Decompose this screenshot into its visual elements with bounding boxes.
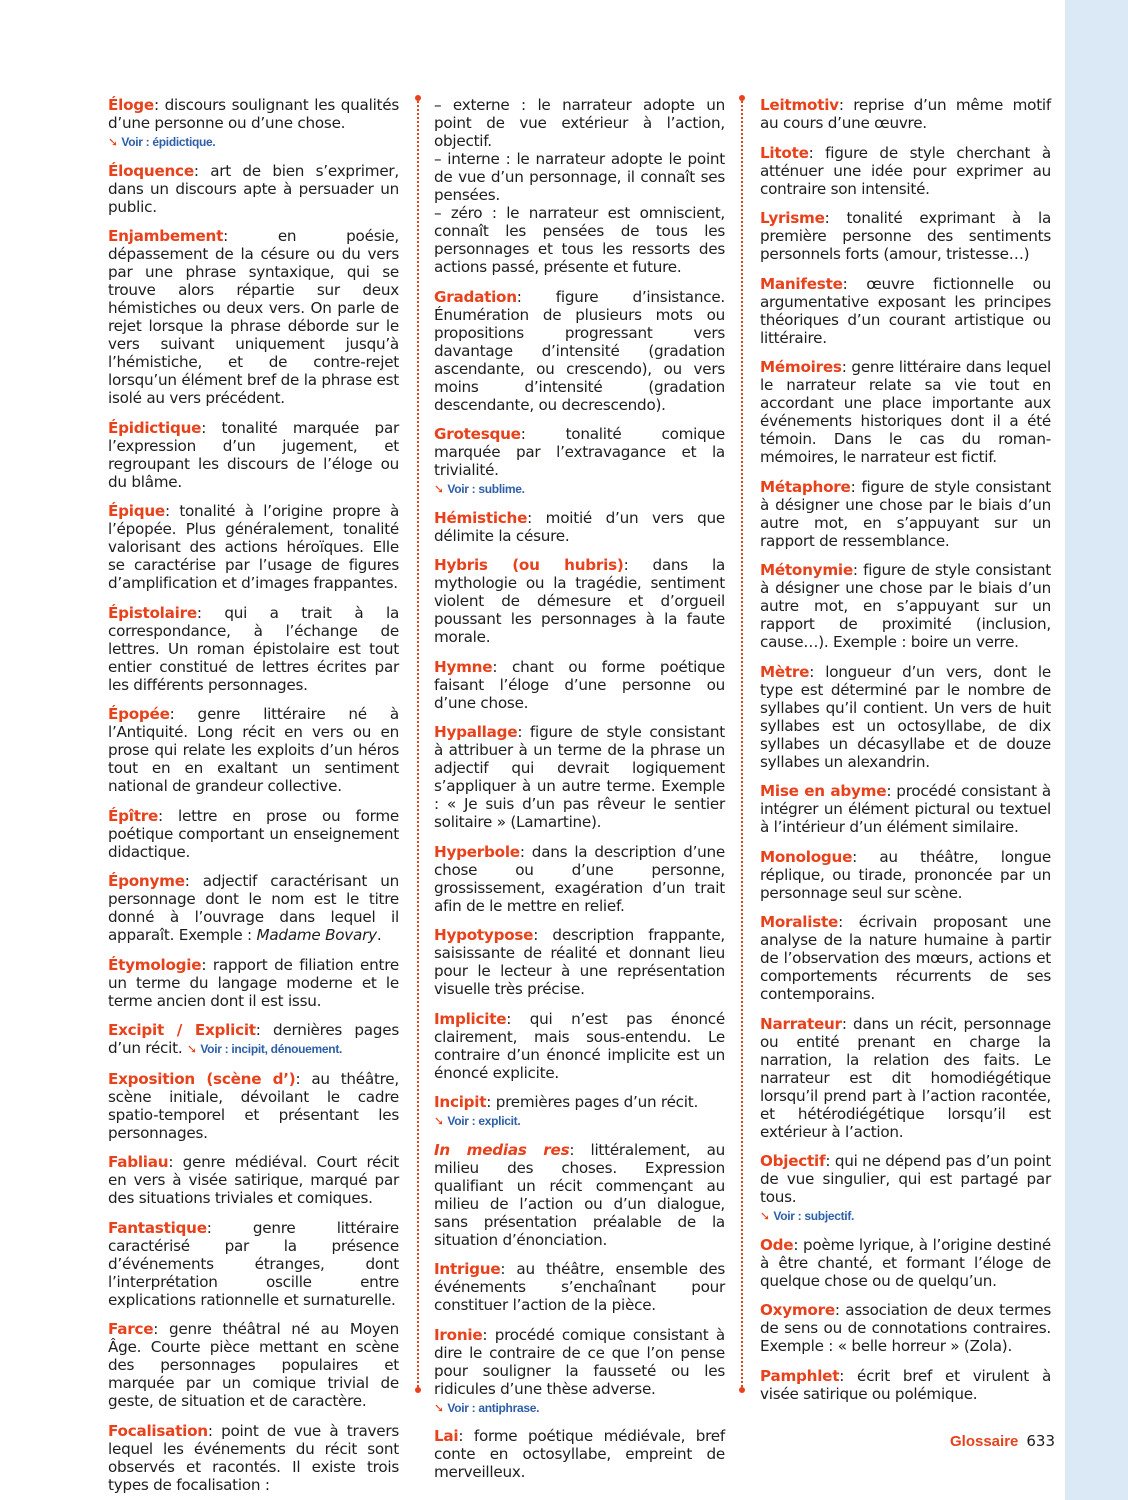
glossary-definition: : chant ou forme poétique faisant l’éloge d’une personne ou d’une chose.: [434, 657, 725, 712]
glossary-entry: [760, 1301, 1051, 1355]
glossary-term: Épistolaire: [108, 603, 197, 622]
glossary-term: Métonymie: [760, 561, 853, 579]
glossary-entry: [108, 705, 399, 795]
glossary-entry: [760, 358, 1051, 466]
see-also-link[interactable]: Voir : sublime.: [447, 482, 525, 496]
glossary-definition: : au théâtre, scène initiale, dévoilant le cadre spatio-temporel et présentant les personnages.: [108, 1069, 399, 1142]
glossary-entry: [760, 96, 1051, 132]
glossary-term: Monologue: [760, 847, 853, 866]
glossary-definition-end: .: [376, 926, 382, 944]
glossary-definition: : longueur d’un vers, dont le type est déterminé par le nombre de syllabes qu’il contient. Un vers de huit syllabes est un octosyllabe, de dix syllabes un décasyllabe et de douze syllabes un alexandrin.: [760, 662, 1051, 771]
see-also-line: [108, 133, 399, 150]
glossary-term: Mise en abyme: [760, 782, 887, 800]
glossary-definition: : rapport de filiation entre un terme du langage moderne et le terme ancien dont il est issu.: [108, 955, 399, 1010]
glossary-definition: : qui a trait à la correspondance, à l’échange de lettres. Un roman épistolaire est tout entier constitué de lettres écrites par les différents personnages.: [108, 603, 399, 694]
glossary-term: Intrigue: [434, 1260, 501, 1278]
glossary-term: Hémistiche: [434, 508, 528, 527]
glossary-definition: : tonalité comique marquée par l’extravagance et la trivialité.: [434, 425, 725, 479]
glossary-definition: : genre théâtral né au Moyen Âge. Courte pièce mettant en scène des personnages populaires et marquée par un comique trivial de geste, de situation et de caractère.: [108, 1320, 399, 1410]
glossary-entry: [108, 502, 399, 592]
see-arrow-icon: ➘: [760, 1209, 774, 1223]
glossary-term: Leitmotiv: [760, 96, 839, 114]
glossary-term: Excipit / Explicit: [108, 1021, 256, 1039]
footer-title: Glossaire: [950, 1433, 1019, 1450]
glossary-entry: [434, 658, 725, 712]
glossary-term: Éloge: [108, 96, 154, 114]
glossary-entry: [760, 848, 1051, 902]
glossary-definition: : dans la mythologie ou la tragédie, sentiment violent de démesure et d’orgueil poussant les personnages à la faute morale.: [434, 556, 725, 646]
glossary-entry: [108, 227, 399, 407]
glossary-term: Farce: [108, 1320, 154, 1338]
see-arrow-icon: ➘: [434, 1114, 448, 1128]
glossary-definition: : en poésie, dépassement de la césure ou du vers par une phrase syntaxique, qui se trouve alors répartie sur deux hémistiches ou deux vers. On parle de rejet lorsque la phrase déborde sur le vers suivant uniquement jusqu’à l’hémistiche, et de contre-rejet lorsqu’un élément bref de la phrase est isolé au vers précédent.: [108, 227, 399, 407]
glossary-entry: [434, 1326, 725, 1416]
glossary-definition: : discours soulignant les qualités d’une personne ou d’une chose.: [108, 96, 399, 132]
glossary-term: Manifeste: [760, 274, 843, 293]
glossary-entry: [434, 288, 725, 414]
see-arrow-icon: ➘: [434, 482, 448, 496]
see-also-link[interactable]: Voir : explicit.: [447, 1114, 521, 1128]
see-also-link[interactable]: Voir : incipit, dénouement.: [200, 1042, 343, 1056]
glossary-entry: [760, 478, 1051, 550]
glossary-term: Hyperbole: [434, 842, 520, 861]
glossary-definition: : tonalité exprimant à la première personne des sentiments personnels forts (amour, tristesse…): [760, 209, 1051, 263]
glossary-definition: : tonalité marquée par l’expression d’un jugement, et regroupant les discours de l’éloge ou du blâme.: [108, 418, 399, 491]
glossary-definition: : lettre en prose ou forme poétique comportant un enseignement didactique.: [108, 806, 399, 861]
glossary-definition: : moitié d’un vers que délimite la césure.: [434, 508, 725, 545]
glossary-definition: : association de deux termes de sens ou de connotations contraires. Exemple : « belle horreur » (Zola).: [760, 1301, 1051, 1355]
glossary-entry: [760, 275, 1051, 347]
glossary-term: Éponyme: [108, 872, 185, 890]
glossary-term: Grotesque: [434, 425, 521, 443]
glossary-entry: [108, 1422, 399, 1494]
glossary-entry: [434, 96, 725, 276]
glossary-term: Gradation: [434, 287, 517, 306]
glossary-definition: : figure d’insistance. Énumération de plusieurs mots ou propositions progressant vers davantage d’intensité (gradation ascendante, ou crescendo), ou vers moins d’intensité (gradation descendante, ou decrescendo).: [434, 287, 725, 414]
glossary-definition: : au théâtre, longue réplique, ou tirade, prononcée par un personnage seul sur scène.: [760, 847, 1051, 902]
glossary-entry: [434, 723, 725, 831]
glossary-entry: [760, 209, 1051, 263]
glossary-definition: : qui ne dépend pas d’un point de vue singulier, qui est partagé par tous.: [760, 1152, 1051, 1206]
glossary-entry: [434, 556, 725, 646]
glossary-term: Épidictique: [108, 418, 202, 437]
glossary-term: Lyrisme: [760, 209, 825, 227]
glossary-entry: [108, 1153, 399, 1207]
divider-dot: [415, 95, 421, 101]
glossary-term: Ode: [760, 1235, 794, 1254]
see-arrow-icon: ➘: [434, 1400, 448, 1415]
glossary-term: Hypotypose: [434, 926, 534, 944]
glossary-definition: : œuvre fictionnelle ou argumentative exposant les principes théoriques d’un courant artistique ou littéraire.: [760, 274, 1051, 347]
glossary-entry: [760, 1015, 1051, 1141]
glossary-entry: [760, 144, 1051, 198]
glossary-definition: : figure de style cherchant à atténuer une idée pour exprimer au contraire son intensité.: [760, 143, 1051, 198]
glossary-definition: : écrit bref et virulent à visée satirique ou polémique.: [760, 1366, 1051, 1403]
glossary-entry: [760, 1367, 1051, 1403]
glossary-column-3: [760, 96, 1051, 1414]
glossary-column-1: [108, 96, 399, 1500]
see-arrow-icon: ➘: [186, 1042, 201, 1056]
see-also-line: [434, 1399, 725, 1416]
glossary-term: In medias res: [434, 1140, 570, 1159]
glossary-term: Narrateur: [760, 1014, 842, 1033]
glossary-entry: [108, 1070, 399, 1142]
glossary-term: Fantastique: [108, 1218, 207, 1237]
see-also-link[interactable]: Voir : épidictique.: [121, 135, 216, 149]
glossary-entry: [108, 419, 399, 491]
glossary-term: Hymne: [434, 657, 493, 676]
glossary-entry: [108, 956, 399, 1010]
side-band: [1065, 0, 1128, 1500]
glossary-definition: : poème lyrique, à l’origine destiné à être chanté, et formant l’éloge de quelque chose ou de quelqu’un.: [760, 1235, 1051, 1290]
glossary-definition: : genre médiéval. Court récit en vers à visée satirique, marqué par des situations triviales et comiques.: [108, 1153, 399, 1207]
glossary-entry: [760, 782, 1051, 836]
page-footer: [950, 1432, 1055, 1450]
glossary-term: Étymologie: [108, 955, 202, 974]
glossary-term: Mémoires: [760, 358, 842, 376]
glossary-definition: : genre littéraire caractérisé par la présence d’événements étranges, dont l’interprétation oscille entre explications rationnelle et surnaturelle.: [108, 1218, 399, 1309]
glossary-term: Éloquence: [108, 161, 194, 180]
glossary-entry: [434, 1427, 725, 1481]
glossary-entry: [108, 162, 399, 216]
glossary-definition: : dernières pages d’un récit.: [108, 1021, 400, 1057]
glossary-definition: : point de vue à travers lequel les événements du récit sont observés et racontés. Il existe trois types de focalisation :: [108, 1421, 399, 1494]
glossary-term: Épître: [108, 806, 159, 825]
glossary-entry: [108, 1219, 399, 1309]
see-also-line: [760, 1207, 1051, 1224]
glossary-entry: [434, 926, 725, 998]
glossary-definition: : adjectif caractérisant un personnage dont le nom est le titre donné à l’ouvrage dans lequel il apparaît. Exemple :: [108, 872, 399, 944]
glossary-definition: : description frappante, saisissante de réalité et donnant lieu pour le lecteur à une représentation visuelle très précise.: [434, 926, 725, 998]
see-also-line: [434, 1112, 725, 1129]
glossary-definition: : dans la description d’une chose ou d’une personne, grossissement, exagération d’un trait afin de le mettre en relief.: [434, 842, 725, 915]
glossary-entry: [434, 1093, 725, 1129]
glossary-definition: : premières pages d’un récit.: [486, 1093, 699, 1111]
glossary-definition: : figure de style consistant à attribuer à un terme de la phrase un adjectif qui devrait logiquement s’appliquer à un autre terme. Exemple : « Je suis d’un pas rêveur le sentier solitaire » (Lamartine).: [434, 723, 725, 831]
see-also-link[interactable]: Voir : subjectif.: [773, 1209, 855, 1223]
glossary-term: Implicite: [434, 1009, 507, 1028]
glossary-definition: : procédé comique consistant à dire le contraire de ce que l’on pense pour souligner la fausseté ou les ridicules d’une thèse adverse.: [434, 1325, 725, 1398]
page-number: 633: [1026, 1432, 1056, 1450]
divider-dot: [739, 95, 745, 101]
glossary-column-2: [434, 96, 725, 1493]
glossary-term: Ironie: [434, 1325, 483, 1344]
glossary-term: Épopée: [108, 705, 170, 723]
glossary-definition: – externe : le narrateur adopte un point de vue extérieur à l’action, objectif. – interne : le narrateur adopte le point de vue d’un personnage, il connaît ses pensées. – zéro : le narrateur est omniscient, connaît les pensées de tous les personnages et tous les ressorts des actions passé, présente et future.: [434, 96, 725, 276]
glossary-entry: [434, 425, 725, 497]
glossary-entry: [434, 1260, 725, 1314]
glossary-term: Exposition (scène d’): [108, 1069, 296, 1088]
glossary-definition: : figure de style consistant à désigner une chose par le biais d’un autre mot, en s’appuyant sur un rapport de proximité (inclusion, cause…). Exemple : boire un verre.: [760, 561, 1051, 651]
glossary-definition: : tonalité à l’origine propre à l’épopée. Plus généralement, tonalité valorisant des actions héroïques. Elle se caractérise par l’usage de figures d’amplification et d’images frappantes.: [108, 502, 399, 592]
glossary-definition: : genre littéraire né à l’Antiquité. Long récit en vers ou en prose qui relate les exploits d’un héros tout en en exaltant un sentiment national de grandeur collective.: [108, 705, 399, 795]
glossary-entry: [108, 1021, 399, 1058]
glossary-entry: [760, 561, 1051, 651]
glossary-term: Oxymore: [760, 1301, 835, 1319]
glossary-definition: : dans un récit, personnage ou entité prenant en charge la narration, la relation des faits. Le narrateur est dit homodiégétique lorsqu’il prend part à l’action racontée, et hétérodiégétique lorsqu’il est extérieur à l’action.: [760, 1014, 1051, 1141]
glossary-definition: : forme poétique médiévale, bref conte en octosyllabe, empreint de merveilleux.: [434, 1427, 725, 1481]
glossary-entry: [760, 1152, 1051, 1224]
glossary-entry: [434, 843, 725, 915]
see-also-link[interactable]: Voir : antiphrase.: [447, 1400, 540, 1415]
divider-dot: [415, 1387, 421, 1393]
glossary-term: Lai: [434, 1427, 459, 1445]
glossary-entry: [760, 663, 1051, 771]
glossary-definition: : qui n’est pas énoncé clairement, mais sous-entendu. Le contraire d’un énoncé implicite est un énoncé explicite.: [434, 1009, 725, 1082]
glossary-entry: [760, 913, 1051, 1003]
glossary-entry: [434, 1010, 725, 1082]
glossary-entry: [108, 1320, 399, 1410]
glossary-entry: [108, 96, 399, 150]
glossary-definition: : procédé consistant à intégrer un élément pictural ou textuel à l’intérieur d’un élément similaire.: [760, 782, 1051, 836]
glossary-definition: : reprise d’un même motif au cours d’une œuvre.: [760, 96, 1051, 132]
glossary-definition: : écrivain proposant une analyse de la nature humaine à partir de l’observation des mœurs, actions et comportements récurrents de ses contemporains.: [760, 913, 1051, 1003]
glossary-definition: : figure de style consistant à désigner une chose par le biais d’un autre mot, en s’appuyant sur un rapport de ressemblance.: [760, 477, 1051, 550]
glossary-example-title: Madame Bovary: [256, 926, 377, 944]
glossary-term: Mètre: [760, 662, 810, 681]
glossary-entry: [434, 1141, 725, 1249]
glossary-term: Métaphore: [760, 477, 851, 496]
glossary-definition: : genre littéraire dans lequel le narrateur relate sa vie tout en accordant une place importante aux événements historiques dont il a été témoin. Dans le cas du roman-mémoires, le narrateur est fictif.: [760, 358, 1051, 466]
glossary-term: Litote: [760, 143, 809, 162]
glossary-term: Hypallage: [434, 723, 518, 741]
glossary-entry: [108, 872, 399, 944]
glossary-entry: [108, 807, 399, 861]
glossary-term: Épique: [108, 502, 165, 520]
divider-dot: [739, 1387, 745, 1393]
glossary-term: Hybris (ou hubris): [434, 556, 624, 574]
glossary-term: Fabliau: [108, 1153, 169, 1171]
see-also-line: [434, 480, 725, 497]
glossary-definition: : littéralement, au milieu des choses. Expression qualifiant un récit commençant au milieu de l’action ou d’un dialogue, sans présentation préalable de la situation d’énonciation.: [434, 1140, 725, 1249]
glossary-definition: : au théâtre, ensemble des événements s’enchaînant pour constituer l’action de la pièce.: [434, 1260, 725, 1314]
glossary-term: Incipit: [434, 1093, 487, 1111]
column-divider-2: [741, 97, 745, 1391]
see-arrow-icon: ➘: [108, 135, 122, 149]
column-divider-1: [417, 97, 421, 1391]
glossary-term: Enjambement: [108, 227, 224, 245]
glossary-entry: [434, 509, 725, 545]
glossary-definition: : art de bien s’exprimer, dans un discours apte à persuader un public.: [108, 161, 399, 216]
glossary-entry: [760, 1236, 1051, 1290]
glossary-term: Moraliste: [760, 913, 839, 931]
glossary-term: Focalisation: [108, 1421, 208, 1440]
glossary-term: Objectif: [760, 1152, 826, 1170]
glossary-term: Pamphlet: [760, 1366, 840, 1385]
glossary-entry: [108, 604, 399, 694]
